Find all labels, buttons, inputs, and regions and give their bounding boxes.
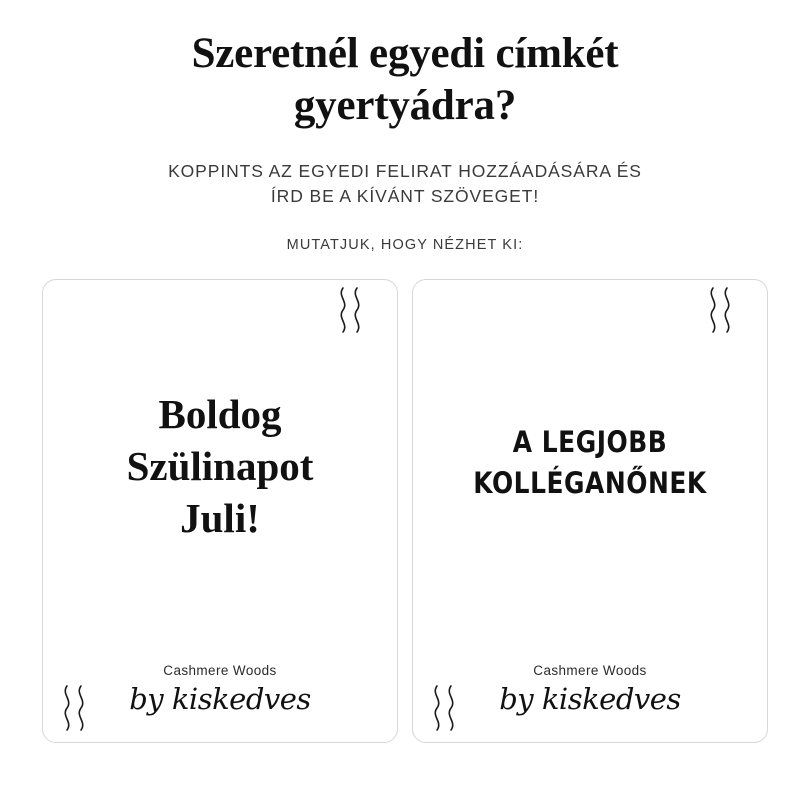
card-2-message-line-1: A LEGJOBB <box>512 425 668 459</box>
page-title-line-2: gyertyádra? <box>293 82 517 130</box>
squiggle-decoration-icon <box>327 286 387 346</box>
label-preview-cards <box>0 279 810 743</box>
card-2-message <box>462 422 718 504</box>
card-2-brand-script: by kiskedves <box>499 682 681 716</box>
page-subtitle <box>0 133 810 210</box>
page-title-line-1: Szeretnél egyedi címkét <box>191 30 619 77</box>
card-1-message-line-1: Boldog <box>158 391 282 437</box>
card-1-message-line-2: Szülinapot <box>126 443 314 490</box>
card-1-brand-script: by kiskedves <box>129 682 311 716</box>
squiggle-decoration-icon <box>697 286 757 346</box>
page-subtitle-line-2: ÍRD BE A KÍVÁNT SZÖVEGET! <box>270 186 540 207</box>
card-1-message-line-3: Juli! <box>180 495 260 542</box>
card-2-brand-name: Cashmere Woods <box>533 663 647 678</box>
page-subtitle-line-1: KOPPINTS AZ EGYEDI FELIRAT HOZZÁADÁSÁRA ÉS <box>168 160 642 181</box>
card-2-message-line-2: KOLLÉGANŐNEK <box>473 466 707 501</box>
card-1-footer <box>43 663 397 716</box>
preview-note: MUTATJUK, HOGY NÉZHET KI: <box>286 236 524 253</box>
card-1-brand-name: Cashmere Woods <box>163 663 277 678</box>
label-preview-card-2[interactable] <box>412 279 768 743</box>
card-2-footer <box>413 663 767 716</box>
card-1-message <box>71 388 369 544</box>
page-title <box>0 0 810 133</box>
label-preview-card-1[interactable] <box>42 279 398 743</box>
